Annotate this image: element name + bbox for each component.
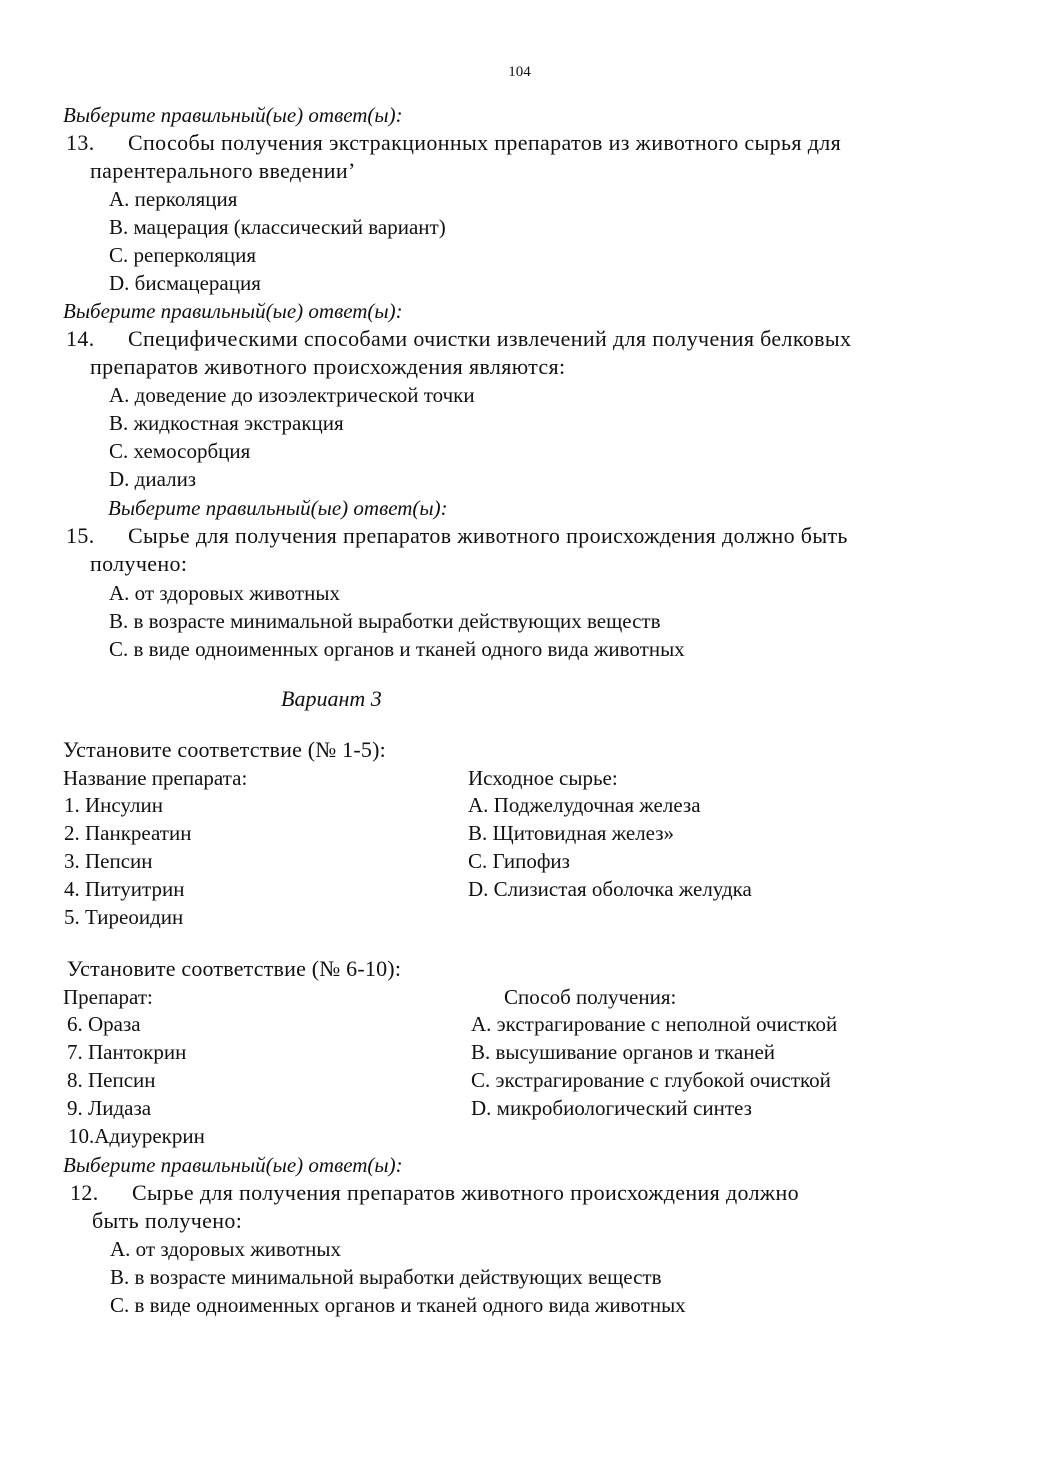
question-15-option-a: A. от здоровых животных: [109, 581, 340, 605]
question-15-number: 15.: [66, 523, 95, 548]
match-1-right-item-d: D. Слизистая оболочка желудка: [468, 877, 752, 901]
question-14-number: 14.: [66, 326, 95, 351]
question-12-option-b: B. в возрасте минимальной выработки действующих веществ: [110, 1265, 662, 1289]
question-12-option-a: A. от здоровых животных: [110, 1237, 341, 1261]
match-2-left-item-6: 6. Ораза: [67, 1012, 141, 1036]
match-2-right-header: Способ получения:: [504, 985, 677, 1009]
match-1-heading: Установите соответствие (№ 1-5):: [63, 737, 386, 762]
match-2-left-item-9: 9. Лидаза: [67, 1096, 152, 1120]
match-2-left-item-8: 8. Пепсин: [67, 1068, 156, 1092]
question-13-option-b: B. мацерация (классический вариант): [109, 215, 446, 239]
question-13-line2: парентерального введении’: [90, 158, 356, 183]
question-13-option-a: A. перколяция: [109, 187, 238, 211]
question-15-text: Сырье для получения препаратов животного происхождения должно быть: [128, 523, 848, 548]
question-15-line2: получено:: [90, 551, 188, 576]
instruction-q12: Выберите правильный(ые) ответ(ы):: [63, 1153, 403, 1177]
question-13-text: Способы получения экстракционных препаратов из животного сырья для: [128, 130, 842, 155]
match-1-right-item-b: B. Щитовидная желез»: [468, 821, 675, 845]
question-14-option-b: B. жидкостная экстракция: [109, 411, 344, 435]
question-15-line1: [66, 522, 848, 550]
question-13-option-c: C. реперколяция: [109, 243, 257, 267]
match-2-right-item-b: B. высушивание органов и тканей: [471, 1040, 775, 1064]
match-1-left-item-4: 4. Питуитрин: [64, 877, 185, 901]
match-1-left-item-5: 5. Тиреоидин: [64, 905, 184, 929]
question-12-line2: быть получено:: [92, 1208, 243, 1233]
question-14-option-c: C. хемосорбция: [109, 439, 251, 463]
match-1-left-item-1: 1. Инсулин: [64, 793, 163, 817]
question-12-option-c: C. в виде одноименных органов и тканей одного вида животных: [110, 1293, 686, 1317]
question-12-line1: [70, 1179, 799, 1207]
match-2-right-item-c: C. экстрагирование с глубокой очисткой: [471, 1068, 831, 1092]
instruction-q13: Выберите правильный(ые) ответ(ы):: [63, 103, 403, 127]
match-2-left-item-10: 10.Адиурекрин: [68, 1124, 205, 1148]
question-14-option-d: D. диализ: [109, 467, 197, 491]
instruction-q15: Выберите правильный(ые) ответ(ы):: [108, 496, 448, 520]
match-2-left-item-7: 7. Пантокрин: [67, 1040, 187, 1064]
question-15-option-b: B. в возрасте минимальной выработки действующих веществ: [109, 609, 661, 633]
match-2-right-item-d: D. микробиологический синтез: [471, 1096, 752, 1120]
match-2-left-header: Препарат:: [63, 985, 153, 1009]
match-1-left-header: Название препарата:: [63, 766, 248, 790]
question-14-line1: [66, 325, 851, 353]
question-14-line2: препаратов животного происхождения являются:: [90, 354, 566, 379]
match-1-right-item-a: A. Поджелудочная железа: [468, 793, 701, 817]
question-13-option-d: D. бисмацерация: [109, 271, 261, 295]
question-12-text: Сырье для получения препаратов животного происхождения должно: [132, 1180, 799, 1205]
match-1-right-item-c: C. Гипофиз: [468, 849, 570, 873]
match-2-heading: Установите соответствие (№ 6-10):: [67, 956, 402, 981]
question-15-option-c: C. в виде одноименных органов и тканей одного вида животных: [109, 637, 685, 661]
match-1-right-header: Исходное сырье:: [468, 766, 618, 790]
variant-title: Вариант 3: [281, 686, 382, 711]
question-14-option-a: A. доведение до изоэлектрической точки: [109, 383, 475, 407]
match-1-left-item-3: 3. Пепсин: [64, 849, 153, 873]
match-2-right-item-a: A. экстрагирование с неполной очисткой: [471, 1012, 838, 1036]
question-12-number: 12.: [70, 1180, 99, 1205]
page-number: 104: [508, 64, 531, 80]
match-1-left-item-2: 2. Панкреатин: [64, 821, 192, 845]
question-13-number: 13.: [66, 130, 95, 155]
question-14-text: Специфическими способами очистки извлечений для получения белковых: [128, 326, 852, 351]
instruction-q14: Выберите правильный(ые) ответ(ы):: [63, 299, 403, 323]
question-13-line1: [66, 129, 841, 157]
